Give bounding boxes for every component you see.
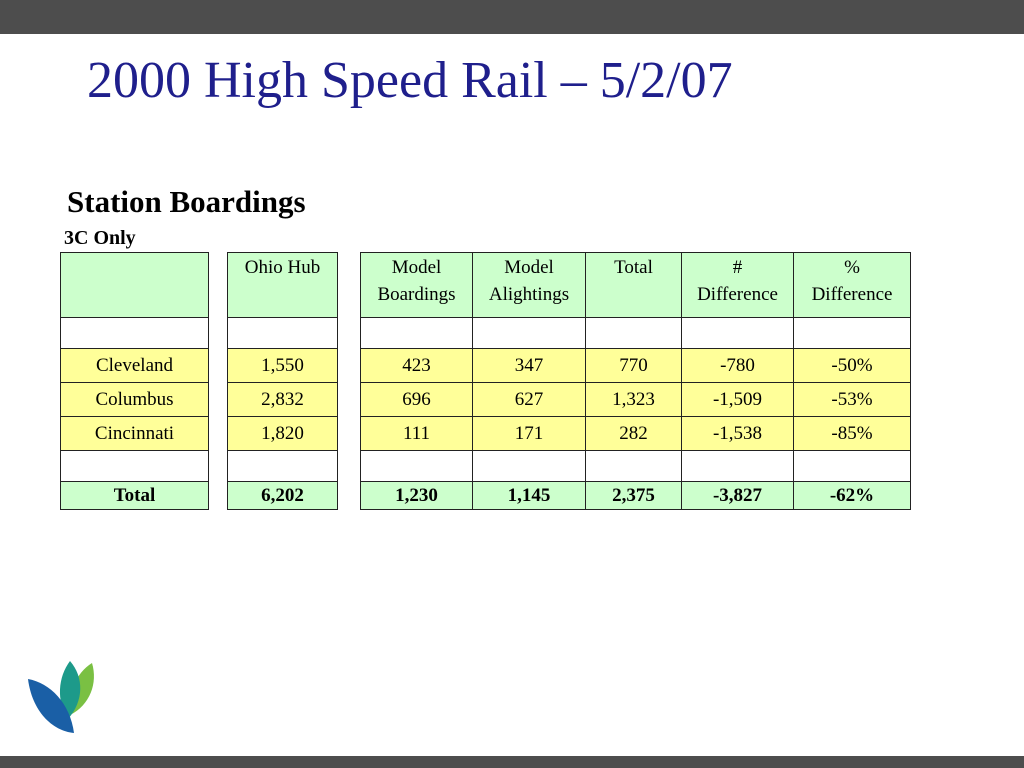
slide-title: 2000 High Speed Rail – 5/2/07: [87, 52, 733, 109]
station-cell: Columbus: [61, 383, 209, 417]
blank-cell: [473, 318, 586, 349]
header-line: Model: [391, 257, 442, 278]
table-row: [228, 383, 338, 417]
table-row: [61, 349, 209, 383]
pct-difference-cell: -53%: [794, 383, 911, 417]
model-alightings-total-cell: 1,145: [473, 482, 586, 510]
blank-cell: [586, 451, 682, 482]
table-row: [228, 417, 338, 451]
top-bar: [0, 0, 1024, 34]
total-cell: 1,323: [586, 383, 682, 417]
table-row: [361, 349, 911, 383]
header-row: [61, 253, 209, 318]
header-line: %: [844, 257, 860, 278]
num-difference-cell: -1,509: [682, 383, 794, 417]
table-row: [361, 417, 911, 451]
pct-difference-cell: -85%: [794, 417, 911, 451]
num-difference-total-cell: -3,827: [682, 482, 794, 510]
blank-cell: [228, 318, 338, 349]
model-alightings-cell: 171: [473, 417, 586, 451]
model-boardings-cell: 423: [361, 349, 473, 383]
blank-row: [361, 318, 911, 349]
total-header: Total: [586, 253, 682, 318]
header-line: Boardings: [377, 284, 456, 305]
blank-cell: [794, 318, 911, 349]
station-cell: Cleveland: [61, 349, 209, 383]
pct-difference-header: [794, 253, 911, 318]
blank-cell: [61, 451, 209, 482]
header-row: [228, 253, 338, 318]
blank-row: [61, 451, 209, 482]
pct-difference-cell: -50%: [794, 349, 911, 383]
total-label-cell: Total: [61, 482, 209, 510]
header-line: Difference: [811, 284, 893, 305]
station-table: [60, 252, 209, 510]
blank-cell: [586, 318, 682, 349]
blank-cell: [794, 451, 911, 482]
pct-difference-total-cell: -62%: [794, 482, 911, 510]
blank-cell: [361, 451, 473, 482]
model-boardings-header: [361, 253, 473, 318]
ohio-hub-cell: 1,550: [228, 349, 338, 383]
ohio-hub-cell: 2,832: [228, 383, 338, 417]
blank-row: [361, 451, 911, 482]
model-table: [360, 252, 911, 510]
model-boardings-total-cell: 1,230: [361, 482, 473, 510]
ohio-hub-total-cell: 6,202: [228, 482, 338, 510]
total-cell: 282: [586, 417, 682, 451]
blank-cell: [228, 451, 338, 482]
ohio-hub-header: Ohio Hub: [228, 253, 338, 318]
header-line: Difference: [697, 284, 778, 305]
blank-cell: [682, 451, 794, 482]
blank-row: [228, 318, 338, 349]
blank-row: [61, 318, 209, 349]
model-alightings-cell: 627: [473, 383, 586, 417]
header-line: Alightings: [488, 284, 570, 305]
bottom-bar: [0, 756, 1024, 768]
blank-cell: [473, 451, 586, 482]
ohio-hub-table: [227, 252, 338, 510]
station-cell: Cincinnati: [61, 417, 209, 451]
table-note: 3C Only: [64, 227, 136, 249]
total-total-cell: 2,375: [586, 482, 682, 510]
header-row: [361, 253, 911, 318]
total-cell: 770: [586, 349, 682, 383]
blank-cell: [61, 318, 209, 349]
blank-row: [228, 451, 338, 482]
station-header: [61, 253, 209, 318]
table-row: [361, 383, 911, 417]
table-row: [61, 383, 209, 417]
model-alightings-cell: 347: [473, 349, 586, 383]
num-difference-cell: -780: [682, 349, 794, 383]
blank-cell: [682, 318, 794, 349]
slide-subtitle: Station Boardings: [67, 184, 306, 219]
header-line: Model: [504, 257, 554, 278]
total-row: [228, 482, 338, 510]
num-difference-header: [682, 253, 794, 318]
blank-cell: [361, 318, 473, 349]
table-row: [228, 349, 338, 383]
total-row: [361, 482, 911, 510]
header-line: #: [732, 257, 743, 278]
total-row: [61, 482, 209, 510]
num-difference-cell: -1,538: [682, 417, 794, 451]
ohio-hub-cell: 1,820: [228, 417, 338, 451]
model-boardings-cell: 111: [361, 417, 473, 451]
model-alightings-header: [473, 253, 586, 318]
model-boardings-cell: 696: [361, 383, 473, 417]
table-row: [61, 417, 209, 451]
leaf-logo-icon: [26, 655, 100, 737]
